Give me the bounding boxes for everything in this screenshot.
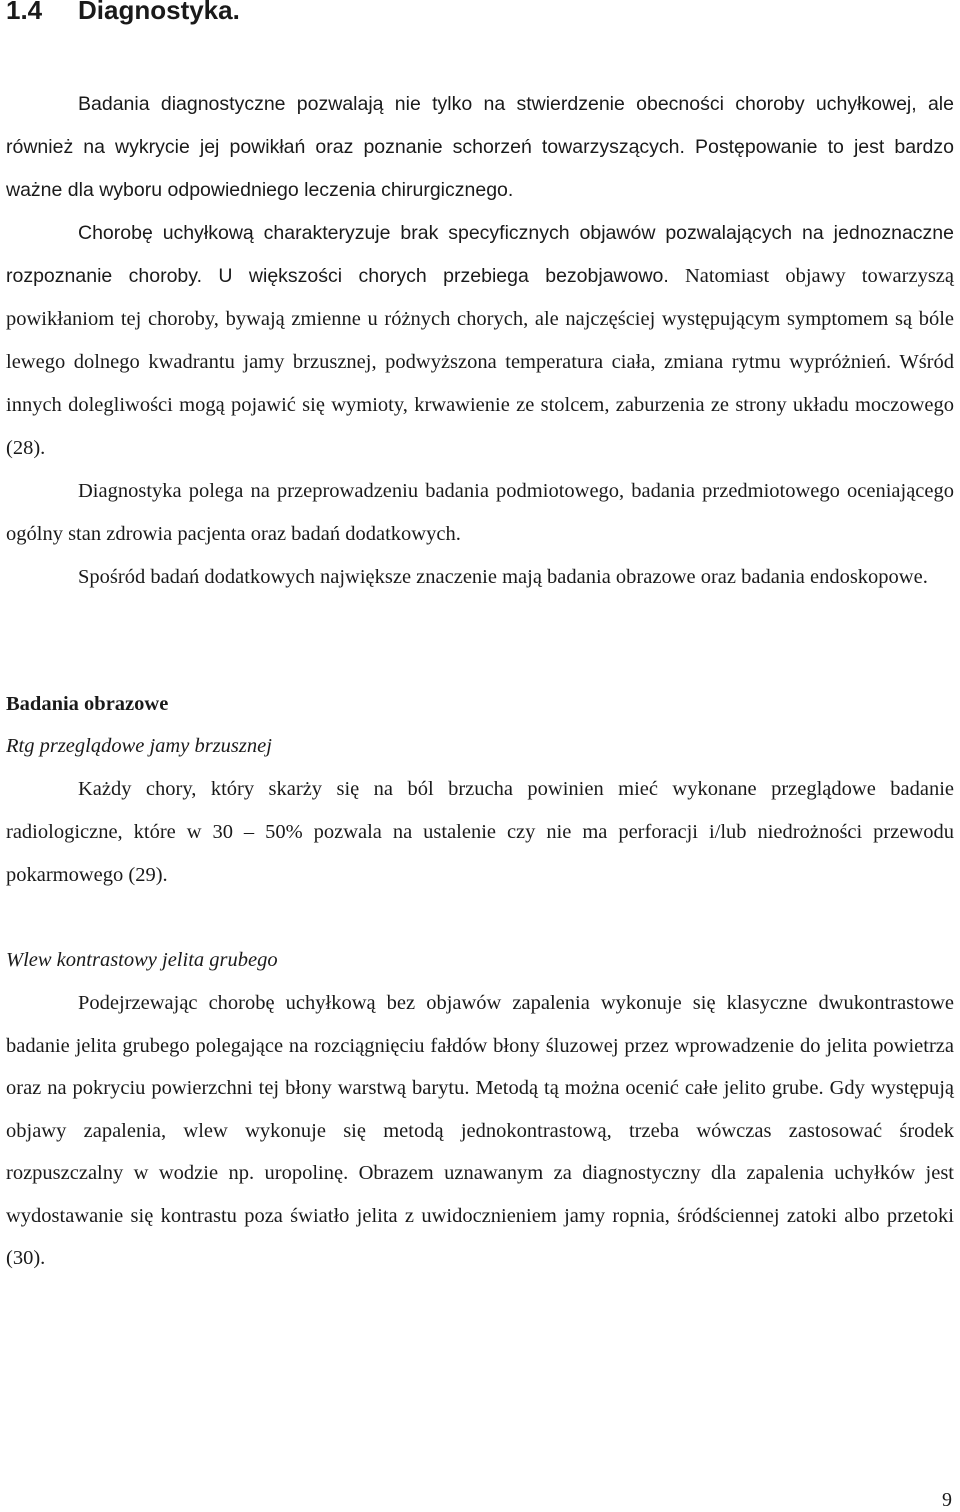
intro-paragraph-3: Diagnostyka polega na przeprowadzeniu badania podmiotowego, badania przedmiotowego oceniającego ogólny stan zdrowia pacjenta oraz badań dodatkowych. bbox=[6, 480, 954, 545]
section-number: 1.4 bbox=[6, 0, 43, 25]
page-number: 9 bbox=[942, 1489, 952, 1511]
rtg-paragraph: Każdy chory, który skarży się na ból brzucha powinien mieć wykonane przeglądowe badanie radiologiczne, które w 30 – 50% pozwala na ustalenie czy nie ma perforacji i/lub niedrożności przewodu pokarmowego (29). bbox=[6, 778, 954, 886]
section-heading bbox=[6, 0, 240, 27]
wlew-paragraph: Podejrzewając chorobę uchyłkową bez objawów zapalenia wykonuje się klasyczne dwukontrastowe badanie jelita grubego polegające na rozciągnięciu fałdów błony śluzowej przez wprowadzenie do jelita powietrza oraz na pokryciu powierzchni tej błony warstwą barytu. Metodą tą można ocenić całe jelito grube. Gdy występują objawy zapalenia, wlew wykonuje się metodą jednokontrastową, trzeba wówczas zastosować środek rozpuszczalny w wodzie np. uropolinę. Obrazem uznawanym za diagnostyczny dla zapalenia uchyłków jest wydostawanie się kontrastu poza światło jelita z uwidocznieniem jamy ropnia, śródściennej zatoki albo przetoki (30). bbox=[6, 992, 954, 1269]
intro-paragraph-2 bbox=[6, 212, 954, 470]
imaging-subheading: Badania obrazowe bbox=[6, 693, 169, 715]
intro-section bbox=[6, 83, 954, 599]
wlew-heading-block bbox=[6, 946, 954, 974]
rtg-body bbox=[6, 768, 954, 897]
intro-paragraph-1: Badania diagnostyczne pozwalają nie tylko na stwierdzenie obecności choroby uchyłkowej, ale również na wykrycie jej powikłań oraz poznanie schorzeń towarzyszących. Postępowanie to jest bardzo ważne dla wyboru odpowiedniego leczenia chirurgicznego. bbox=[6, 93, 954, 201]
intro-paragraph-2-serif-part: Natomiast objawy towarzyszą powikłaniom tej choroby, bywają zmienne u różnych chorych, ale najczęściej występującym symptomem są bóle lewego dolnego kwadrantu jamy brzusznej, podwyższona temperatura ciała, zmiana rytmu wypróżnień. Wśród innych dolegliwości mogą pojawić się wymioty, krwawienie ze stolcem, zaburzenia ze strony układu moczowego (28). bbox=[6, 265, 954, 459]
imaging-subheading-block bbox=[6, 690, 954, 718]
intro-paragraph-4: Spośród badań dodatkowych największe znaczenie mają badania obrazowe oraz badania endoskopowe. bbox=[78, 566, 928, 588]
section-title: Diagnostyka. bbox=[78, 0, 240, 25]
rtg-section bbox=[6, 732, 954, 760]
intro-paragraph-2-sans-part: Chorobę uchyłkową charakteryzuje brak specyficznych objawów pozwalających na jednoznaczne rozpoznanie choroby. U większości chorych przebiega bezobjawowo. bbox=[6, 222, 954, 287]
rtg-heading: Rtg przeglądowe jamy brzusznej bbox=[6, 735, 272, 757]
wlew-heading: Wlew kontrastowy jelita grubego bbox=[6, 949, 278, 971]
wlew-body bbox=[6, 982, 954, 1280]
